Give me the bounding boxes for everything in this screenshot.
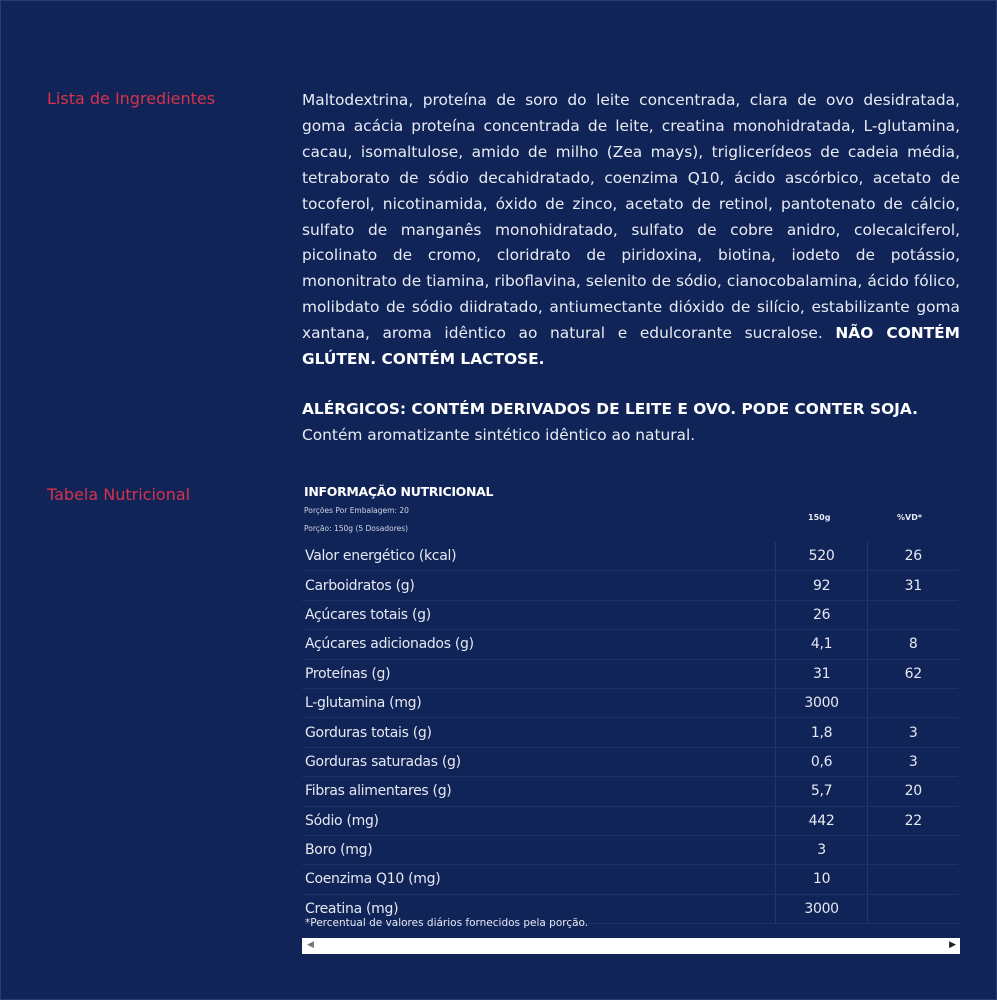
nutrient-name: Açúcares totais (g): [302, 600, 775, 629]
table-row: [302, 542, 958, 571]
nutrient-amount: 26: [775, 600, 868, 629]
nutrient-name: Fibras alimentares (g): [302, 777, 775, 806]
nutrient-dv: 62: [868, 659, 958, 688]
nutrition-section-label: Tabela Nutricional: [47, 485, 191, 504]
ingredients-list: Maltodextrina, proteína de soro do leite concentrada, clara de ovo desidratada, goma acácia proteína concentrada de leite, creatina monohidratada, L-glutamina, cacau, isomaltulose, amido de milho (Zea mays), triglicerídeos de cadeia média, tetraborato de sódio decahidratado, coenzima Q10, ácido ascórbico, acetato de tocoferol, nicotinamida, óxido de zinco, acetato de retinol, pantotenato de cálcio, sulfato de manganês monohidratado, sulfato de cobre anidro, colecalciferol, picolinato de cromo, cloridrato de piridoxina, biotina, iodeto de potássio, mononitrato de tiamina, riboflavina, selenito de sódio, cianocobalamina, ácido fólico, molibdato de sódio diidratado, antiumectante dióxido de silício, estabilizante goma xantana, aroma idêntico ao natural e edulcorante sucralose.: [302, 91, 960, 343]
nutrient-name: Gorduras totais (g): [302, 718, 775, 747]
nutrient-name: L-glutamina (mg): [302, 688, 775, 717]
nutrient-name: Creatina (mg): [302, 894, 775, 923]
nutrient-amount: 10: [775, 865, 868, 894]
nutrient-dv: [868, 600, 958, 629]
nutrient-amount: 4,1: [775, 630, 868, 659]
nutrition-table: [302, 542, 958, 924]
nutrient-dv: 22: [868, 806, 958, 835]
table-row: [302, 747, 958, 776]
allergens-block: [302, 396, 962, 448]
ingredients-section-label: Lista de Ingredientes: [47, 89, 216, 108]
nutrient-amount: 3: [775, 835, 868, 864]
aroma-notice: Contém aromatizante sintético idêntico ao natural.: [302, 426, 696, 444]
allergens-warning: ALÉRGICOS: CONTÉM DERIVADOS DE LEITE E OVO. PODE CONTER SOJA.: [302, 400, 918, 418]
serving-size: Porção: 150g (5 Dosadores): [304, 524, 409, 533]
table-row: [302, 630, 958, 659]
nutrient-dv: [868, 865, 958, 894]
nutrient-amount: 5,7: [775, 777, 868, 806]
nutrient-name: Açúcares adicionados (g): [302, 630, 775, 659]
nutrient-amount: 1,8: [775, 718, 868, 747]
horizontal-scrollbar[interactable]: [302, 938, 960, 954]
scroll-left-arrow-icon[interactable]: ◀: [307, 940, 314, 950]
nutrient-amount: 520: [775, 542, 868, 571]
table-row: [302, 835, 958, 864]
nutrition-title: INFORMAÇÃO NUTRICIONAL: [304, 484, 494, 499]
servings-per-package: Porções Por Embalagem: 20: [304, 506, 409, 515]
table-row: [302, 600, 958, 629]
ingredients-text: [302, 88, 960, 373]
nutrition-footnote: *Percentual de valores diários fornecidos pela porção.: [305, 917, 589, 929]
gluten-lactose-notice: NÃO CONTÉM GLÚTEN. CONTÉM LACTOSE.: [302, 324, 960, 369]
nutrient-dv: 8: [868, 630, 958, 659]
nutrient-name: Boro (mg): [302, 835, 775, 864]
nutrient-amount: 31: [775, 659, 868, 688]
nutrient-amount: 442: [775, 806, 868, 835]
nutrient-dv: [868, 894, 958, 923]
scroll-right-arrow-icon[interactable]: ▶: [949, 940, 956, 950]
nutrient-name: Proteínas (g): [302, 659, 775, 688]
amount-column-header: 150g: [808, 513, 831, 522]
table-row: [302, 688, 958, 717]
nutrient-dv: [868, 688, 958, 717]
nutrient-dv: 3: [868, 747, 958, 776]
nutrient-name: Gorduras saturadas (g): [302, 747, 775, 776]
nutrient-name: Valor energético (kcal): [302, 542, 775, 571]
nutrient-dv: 20: [868, 777, 958, 806]
nutrient-amount: 0,6: [775, 747, 868, 776]
table-row: [302, 571, 958, 600]
dv-column-header: %VD*: [897, 513, 923, 522]
nutrient-dv: 26: [868, 542, 958, 571]
nutrient-name: Carboidratos (g): [302, 571, 775, 600]
table-row: [302, 806, 958, 835]
table-row: [302, 718, 958, 747]
table-row: [302, 659, 958, 688]
table-row: [302, 777, 958, 806]
nutrient-dv: 3: [868, 718, 958, 747]
nutrient-dv: 31: [868, 571, 958, 600]
nutrient-name: Sódio (mg): [302, 806, 775, 835]
nutrient-amount: 3000: [775, 894, 868, 923]
nutrient-dv: [868, 835, 958, 864]
nutrient-amount: 3000: [775, 688, 868, 717]
nutrient-name: Coenzima Q10 (mg): [302, 865, 775, 894]
nutrient-amount: 92: [775, 571, 868, 600]
table-row: [302, 865, 958, 894]
